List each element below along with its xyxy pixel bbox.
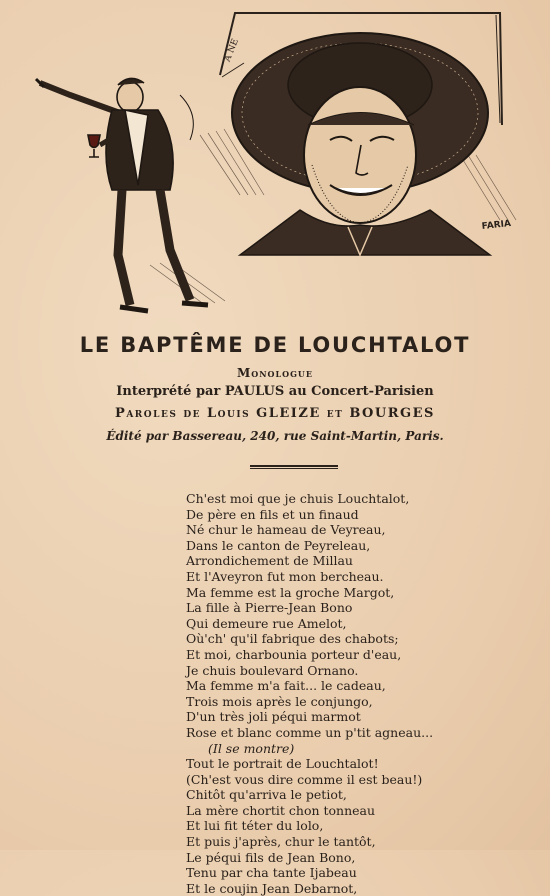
poem-text xyxy=(186,491,433,896)
stage-direction: (Il se montre) xyxy=(208,740,295,756)
poem-line: La fille à Pierre-Jean Bono xyxy=(186,600,353,616)
poem-line: Et lui fit téter du lolo, xyxy=(186,818,324,834)
lyrics-credit: Paroles de Louis GLEIZE et BOURGES xyxy=(115,406,435,421)
divider xyxy=(250,465,338,469)
genre-subtitle: Monologue xyxy=(236,366,314,380)
poem-line: Tout le portrait de Louchtalot! xyxy=(186,756,379,772)
poem-line: Trois mois après le conjungo, xyxy=(186,693,373,709)
poem-line: Rose et blanc comme un p'tit agneau... xyxy=(186,724,434,740)
poem-line: De père en fils et un finaud xyxy=(186,506,359,522)
poem-line: Tenu par cha tante Ijabeau xyxy=(186,865,357,881)
poem-line: Ch'est moi que je chuis Louchtalot, xyxy=(186,491,410,506)
poem-line: Et puis j'après, chur le tantôt, xyxy=(186,834,376,850)
man-with-glass-figure xyxy=(36,78,208,311)
poem-line: Et le coujin Jean Debarnot, xyxy=(186,880,358,896)
poster-text: A NE xyxy=(222,37,241,64)
poem-line: Chitôt qu'arriva le petiot, xyxy=(186,787,347,803)
poem-line: La mère chortit chon tonneau xyxy=(186,802,376,818)
poem-line: Je chuis boulevard Ornano. xyxy=(186,662,359,678)
poem-line: Le péqui fils de Jean Bono, xyxy=(186,849,356,865)
poem-line: (Ch'est vous dire comme il est beau!) xyxy=(186,771,423,787)
interpreter-credit: Interprété par PAULUS au Concert-Parisien xyxy=(116,384,434,399)
poem-line: Arrondichement de Millau xyxy=(186,553,353,569)
poem-line: Où'ch' qu'il fabrique des chabots; xyxy=(186,631,399,647)
engraving-illustration xyxy=(30,5,540,325)
poem-line: Et moi, charbounia porteur d'eau, xyxy=(186,646,402,662)
poem-line: Dans le canton de Peyreleau, xyxy=(186,537,371,553)
poem-line: D'un très joli péqui marmot xyxy=(186,709,361,725)
poem-line: Qui demeure rue Amelot, xyxy=(186,615,347,631)
page-title: LE BAPTÊME DE LOUCHTALOT xyxy=(79,333,471,357)
poem-line: Ma femme m'a fait... le cadeau, xyxy=(186,678,386,694)
publisher-credit: Édité par Bassereau, 240, rue Saint-Martin, Paris. xyxy=(106,429,444,443)
wide-brim-hat-portrait xyxy=(232,33,490,255)
poem-line: Ma femme est la groche Margot, xyxy=(186,584,395,600)
poem-line: Né chur le hameau de Veyreau, xyxy=(186,522,386,538)
wine-glass xyxy=(88,135,100,157)
poem-line: Et l'Aveyron fut mon bercheau. xyxy=(186,568,384,584)
artist-signature: FARIA xyxy=(481,218,512,232)
